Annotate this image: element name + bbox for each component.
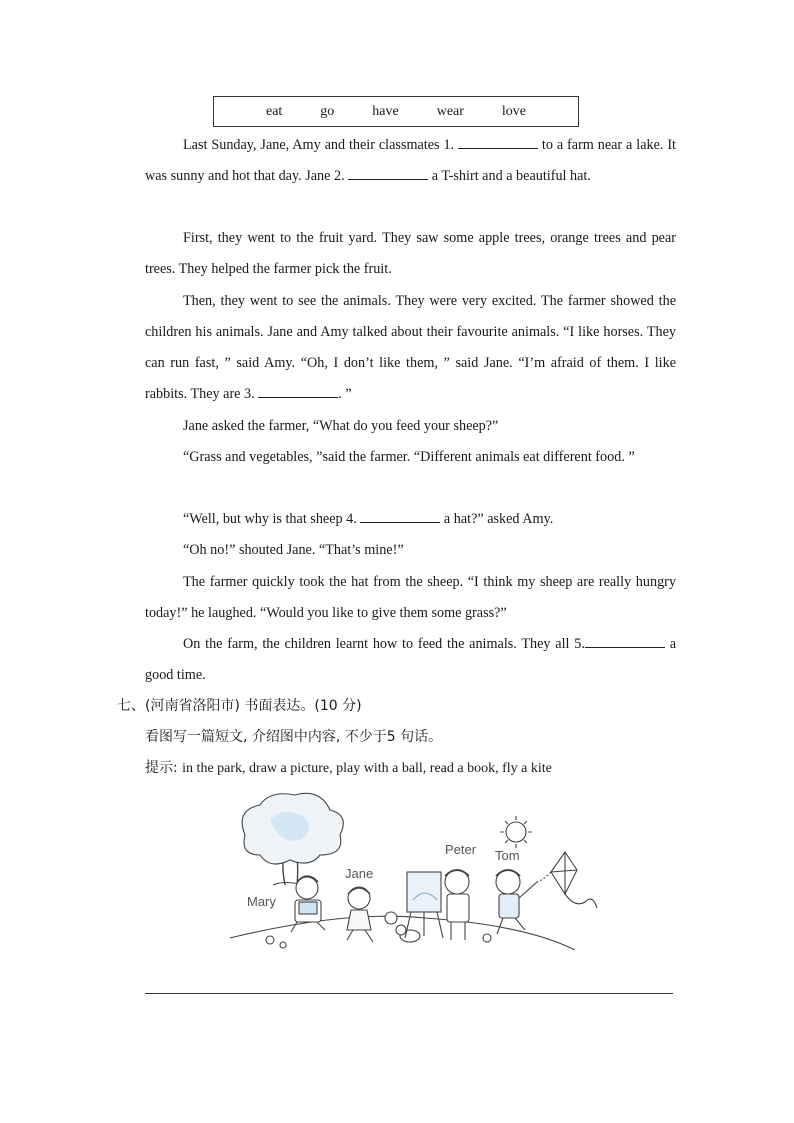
word-bank-item: go: [320, 103, 335, 119]
section-7-hint: [145, 757, 552, 777]
blank-3[interactable]: [258, 383, 338, 398]
kite-icon: [537, 852, 597, 908]
label-jane: Jane: [345, 866, 374, 881]
tom-figure: [496, 870, 537, 934]
paragraph-7: “Oh no!” shouted Jane. “That’s mine!”: [183, 542, 404, 558]
paragraph-text: to a farm near a lake. It was sunny and hot that day. Jane 2.: [145, 137, 676, 184]
paragraph-2: First, they went to the fruit yard. They saw some apple trees, orange trees and pear trees. They helped the farmer pick the fruit.: [145, 230, 676, 277]
section-7-title: 七、(河南省洛阳市) 书面表达。(10 分): [117, 698, 362, 714]
paragraph-text: a good time.: [145, 636, 677, 683]
word-bank-box: [213, 96, 579, 127]
word-bank-item: wear: [436, 103, 464, 119]
paragraph-4: Jane asked the farmer, “What do you feed your sheep?”: [183, 418, 499, 434]
park-illustration: [225, 790, 605, 965]
paragraph-text: “Well, but why is that sheep 4.: [183, 511, 357, 527]
paragraph-5: “Grass and vegetables, ”said the farmer. “Different animals eat different food. ”: [183, 449, 635, 465]
paragraph-1: [145, 130, 676, 192]
paragraph-3: [145, 286, 676, 410]
label-peter: Peter: [445, 842, 477, 857]
word-bank-item: have: [372, 103, 399, 119]
blank-4[interactable]: [360, 508, 440, 523]
flower-icon: [266, 934, 491, 948]
jane-figure: [347, 887, 397, 942]
label-tom: Tom: [495, 848, 520, 863]
paragraph-text: a T-shirt and a beautiful hat.: [431, 168, 591, 184]
answer-writing-line[interactable]: [145, 993, 673, 994]
paragraph-8: The farmer quickly took the hat from the sheep. “I think my sheep are really hungry today!” he laughed. “Would you like to give them some grass?”: [145, 574, 676, 621]
hint-text: in the park, draw a picture, play with a ball, read a book, fly a kite: [182, 761, 552, 776]
easel-icon: [405, 872, 443, 938]
blank-2[interactable]: [348, 165, 428, 180]
paragraph-text: . ”: [338, 386, 352, 402]
section-7-instruction: 看图写一篇短文, 介绍图中内容, 不少于5 句话。: [145, 729, 443, 745]
blank-1[interactable]: [458, 134, 538, 149]
paragraph-text: a hat?” asked Amy.: [443, 511, 554, 527]
paragraph-text: Last Sunday, Jane, Amy and their classmates 1.: [183, 137, 455, 153]
word-bank-item: eat: [265, 103, 283, 119]
sun-icon: [500, 816, 532, 848]
ball-icon: [385, 912, 397, 924]
mary-figure: [291, 876, 325, 932]
tree-icon: [242, 793, 343, 885]
blank-5[interactable]: [585, 633, 665, 648]
paragraph-text: On the farm, the children learnt how to feed the animals. They all 5.: [183, 636, 585, 652]
label-mary: Mary: [247, 894, 276, 909]
word-bank-item: love: [501, 103, 526, 119]
peter-figure: [445, 870, 469, 940]
paragraph-6: [145, 504, 676, 535]
paragraph-9: [145, 629, 676, 691]
paragraph-text: Then, they went to see the animals. They were very excited. The farmer showed the children his animals. Jane and Amy talked about their favourite animals. “I like horses. They can run fast, ” said Amy. “Oh, I don’t like them, ” said Jane. “I’m afraid of them. I like rabbits. They are 3.: [145, 293, 676, 402]
dog-icon: [396, 925, 420, 942]
hint-label: 提示:: [145, 760, 178, 776]
